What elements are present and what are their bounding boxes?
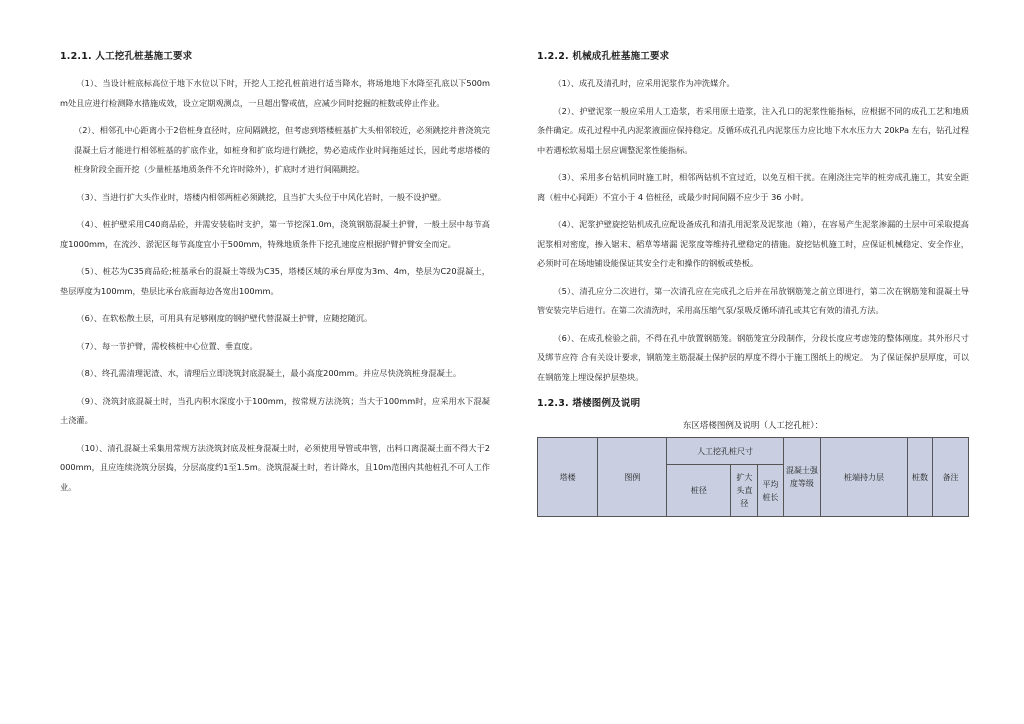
- section-heading-manual-dug-pile: 1.2.1. 人工挖孔桩基施工要求: [60, 51, 193, 62]
- paragraph: （4）、泥浆护壁旋挖钻机成孔应配设备成孔和清孔用泥浆及泥浆池（箱），在容易产生泥浆渗漏的土层中可采取提高泥浆相对密度，掺入锯末、稻草等堵漏 泥浆度等维持孔壁稳定的措施。旋挖钻机施工时，应保证机械稳定、安全作业，必须时可在场地铺设能保证其安全行走和操作的钢板或垫板。: [537, 219, 969, 268]
- paragraph: （2）、护壁泥浆一般应采用人工造浆，若采用原土造浆，注入孔口的泥浆性能指标，应根据不同的成孔工艺和地质条件确定。成孔过程中孔内泥浆液面应保持稳定。反循环成孔孔内泥浆压力应比地下水水压力大 20kPa 左右，钻孔过程中若遇松软易塌土层应调整泥浆性能指标。: [537, 105, 969, 155]
- paragraph: （2）、相邻孔中心距离小于2倍桩身直径时，应间隔跳挖，但考虑到塔楼桩基扩大头相邻较近，必须跳挖并普浇筑完混凝土后才能进行相邻桩基的扩底作业，如桩身和扩底均进行跳挖，势必造成作业时间拖延过长，因此考虑塔楼的桩身阶段全面开挖（少量桩基地质条件不允许时除外），扩底时才进行间隔跳挖。: [74, 125, 490, 174]
- header-pile-size: 人工挖孔桩尺寸: [667, 438, 783, 465]
- header-expanded-head: 扩大头直径: [731, 465, 758, 517]
- paragraph: （4）、桩护壁采用C40商品砼，并需安装临时支护，第一节挖深1.0m，浇筑钢筋混凝土护臂，一般土层中每节高度1000mm，在流沙、淤泥区每节高度宜小于500mm，特殊地质条件下挖孔速度应根据护臂护臂安全而定。: [60, 219, 490, 249]
- header-pile-count: 桩数: [907, 438, 932, 517]
- paragraph: （6）、在成孔检验之前，不得在孔中放置钢筋笼。钢筋笼宜分段制作，分段长度应考虑笼的整体刚度。其外形尺寸及绑节应符 合有关设计要求，钢筋笼主筋混凝土保护层的厚度不得小于施工图纸上的规定。 为了保证保护层厚度，可以在钢筋笼上埋设保护层垫块。: [537, 332, 969, 382]
- right-column: [537, 48, 969, 517]
- section-heading-mechanical-pile: 1.2.2. 机械成孔桩基施工要求: [537, 51, 670, 62]
- paragraph: （3）、采用多台钻机同时施工时，相邻两钻机不宜过近，以免互相干扰。在刚浇注完毕的桩旁成孔施工，其安全距离（桩中心间距）不宜小于 4 倍桩径，或最少时间间隔不应少于 36 小时。: [537, 172, 969, 202]
- paragraph: （10）、清孔混凝土采集用常规方法浇筑封底及桩身混凝土时，必须使用导管或串管，出料口离混凝土面不得大于2000mm，且应连续浇筑分层捣，分层高度约1至1.5m。浇筑混凝土时，若计降水，且10m范围内其他桩孔不可人工作业。: [60, 442, 490, 492]
- paragraph: （7）、每一节护臂，需校核桩中心位置、垂直度。: [76, 340, 258, 351]
- paragraph: （6）、在软松散土层，可用具有足够刚度的钢护壁代替混凝土护臂，应随挖随沉。: [76, 313, 373, 323]
- paragraph: （1）、成孔及清孔时，应采用泥浆作为冲洗媒介。: [553, 78, 735, 88]
- section-heading-tower-legend: 1.2.3. 塔楼图例及说明: [537, 398, 641, 409]
- paragraph: （1）、当设计桩底标高位于地下水位以下时，开挖人工挖孔桩前进行适当降水，将场地地下水降至孔底以下500mm处且应进行检测降水措施成效，设立定期观测点，一旦超出警戒值，应减少同时挖掘的桩数或停止作业。: [60, 78, 490, 108]
- header-pile-diameter: 桩径: [667, 465, 731, 517]
- paragraph: （8）、终孔需清理泥渣、水，清理后立即浇筑封底混凝土，最小高度200mm。并应尽快浇筑桩身混凝土。: [76, 368, 462, 378]
- paragraph: （3）、当进行扩大头作业时，塔楼内相邻两桩必须跳挖，且当扩大头位于中风化岩时，一般不设护壁。: [76, 191, 446, 202]
- paragraph: （5）、清孔应分二次进行，第一次清孔应在完成孔之后并在吊放钢筋笼之前立即进行，第二次在钢筋笼和混凝土导管安装完毕后进行。在第二次清洗时，采用高压缩气泵/泵吸反循环清孔或其它有效的清孔方法。: [537, 285, 969, 315]
- header-bearing-layer: 桩端持力层: [821, 438, 908, 517]
- paragraph: （9）、浇筑封底混凝土时，当孔内积水深度小于100mm，按常规方法浇筑；当大于100mm时，应采用水下混凝土浇灌。: [60, 395, 490, 425]
- header-avg-pile-length: 平均桩长: [758, 465, 783, 517]
- header-tower: 塔楼: [538, 438, 598, 517]
- tower-legend-table: [537, 437, 969, 517]
- left-column: [60, 48, 490, 505]
- table-caption: 东区塔楼图例及说明（人工挖孔桩）：: [682, 421, 824, 431]
- paragraph: （5）、桩芯为C35商品砼;桩基承台的混凝土等级为C35，塔楼区域的承台厚度为3m、4m，垫层为C20混凝土，垫层厚度为100mm，垫层比承台底面每边各宽出100mm。: [60, 266, 490, 296]
- header-concrete-grade: 混凝土强度等级: [783, 438, 821, 517]
- header-legend: 图例: [598, 438, 667, 517]
- header-remarks: 备注: [933, 438, 969, 517]
